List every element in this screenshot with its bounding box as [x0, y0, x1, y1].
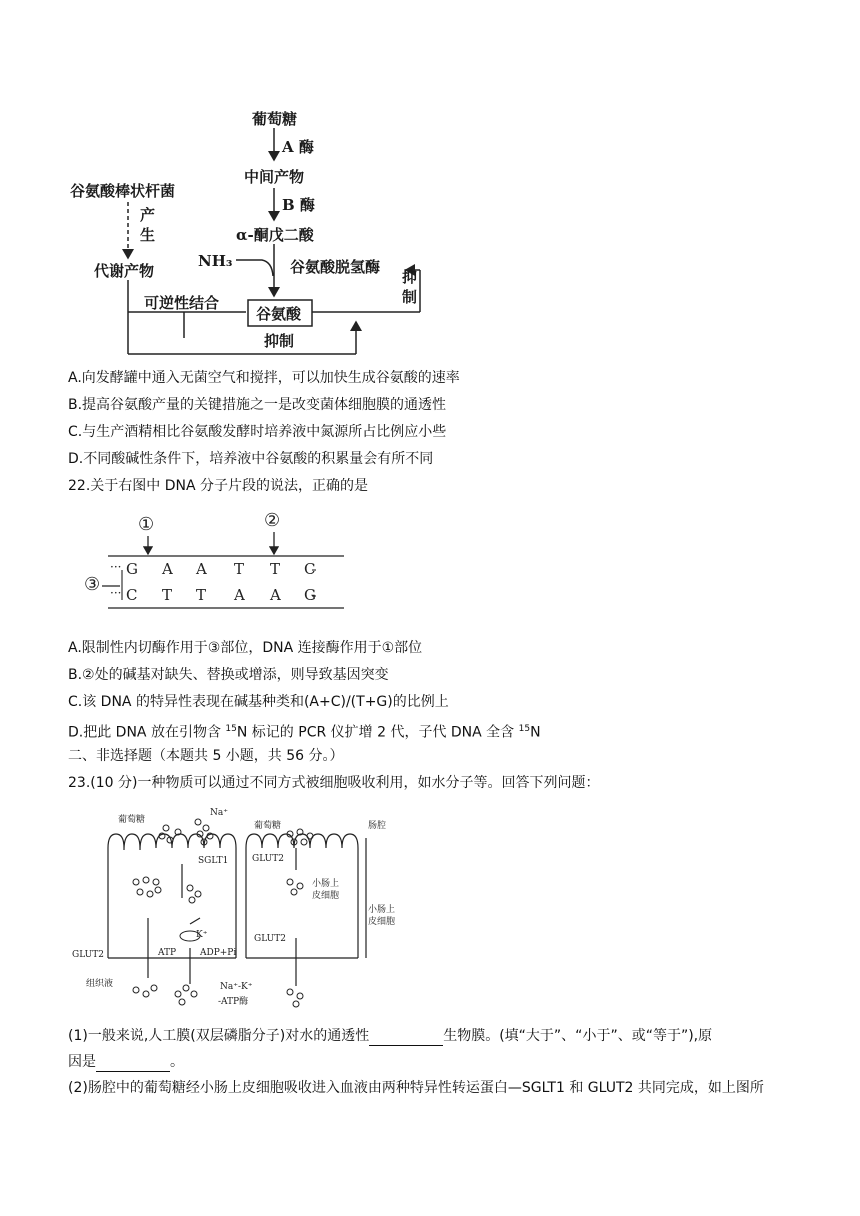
akg-label: α-酮戊二酸 — [236, 226, 314, 244]
enzyme-a-label: A 酶 — [282, 138, 314, 156]
dna-dots-top: ··· — [110, 560, 122, 574]
dna-bottom-base: C — [126, 586, 138, 604]
dna-bottom-base: T — [196, 586, 207, 604]
q22-option-d: D.把此 DNA 放在引物含 $^{15}$N 标记的 PCR 仪扩增 2 代，子代 DNA 全含 $^{15}$N — [68, 724, 541, 741]
dna-mark-2: ② — [264, 510, 281, 531]
dna-top-base: G — [126, 560, 138, 578]
dna-bottom-base: A — [234, 586, 245, 604]
cell-label-b-1: 小肠上 — [368, 905, 396, 915]
glut2-label-right-top: GLUT2 — [252, 854, 284, 864]
inhibit-bottom-label: 抑制 — [264, 332, 295, 350]
dna-top-base: A — [162, 560, 173, 578]
pump-label-1: Na⁺-K⁺ — [220, 982, 253, 992]
q22-option-a: A.限制性内切酶作用于③部位，DNA 连接酶作用于①部位 — [68, 640, 423, 656]
dna-diagram — [82, 510, 352, 620]
glut2-label-right-bottom: GLUT2 — [254, 934, 286, 944]
tissue-fluid-label: 组织液 — [86, 979, 114, 989]
q22-stem: 22.关于右图中 DNA 分子片段的说法，正确的是 — [68, 478, 368, 494]
enzyme-b-label: B 酶 — [282, 196, 315, 214]
dehydrogenase-label: 谷氨酸脱氢酶 — [290, 258, 381, 276]
q23-part-1-reason: 因是 。 — [68, 1054, 184, 1070]
dna-bottom-base: G — [304, 586, 316, 604]
k-label: K⁺ — [196, 930, 208, 940]
dna-bottom-base: A — [270, 586, 281, 604]
produce-label-2: 生 — [140, 226, 156, 244]
sglt1-label: SGLT1 — [198, 856, 229, 866]
dna-top-base: T — [234, 560, 245, 578]
intermediate-label: 中间产物 — [244, 168, 305, 186]
cell-label-b-2: 皮细胞 — [368, 917, 396, 927]
dna-top-base: C — [304, 560, 316, 578]
q21-option-a: A.向发酵罐中通入无菌空气和搅拌，可以加快生成谷氨酸的速率 — [68, 370, 460, 386]
q23-stem: 23.(10 分)一种物质可以通过不同方式被细胞吸收利用，如水分子等。回答下列问题： — [68, 775, 600, 791]
metabolite-label: 代谢产物 — [94, 262, 155, 280]
bacterium-label: 谷氨酸棒状杆菌 — [70, 182, 176, 200]
q22-option-b: B.②处的碱基对缺失、替换或增添，则导致基因突变 — [68, 667, 389, 683]
na-label: Na⁺ — [210, 808, 228, 818]
section-2-heading: 二、非选择题（本题共 5 小题，共 56 分。） — [68, 748, 344, 764]
q21-option-c: C.与生产酒精相比谷氨酸发酵时培养液中氮源所占比例应小些 — [68, 424, 447, 440]
inhibit-right-1: 抑 — [402, 268, 418, 286]
glucose-label: 葡萄糖 — [252, 110, 298, 128]
answer-blank[interactable] — [96, 1057, 170, 1072]
dna-mark-1: ① — [138, 514, 155, 535]
q23-part-1: (1)一般来说,人工膜(双层磷脂分子)对水的通透性 生物膜。(填“大于”、“小于”、或“等于”),原 — [68, 1028, 713, 1044]
lumen-label: 肠腔 — [368, 821, 387, 831]
glucose-left-label: 葡萄糖 — [118, 815, 146, 825]
dna-top-base: A — [196, 560, 207, 578]
q21-option-b: B.提高谷氨酸产量的关键措施之一是改变菌体细胞膜的通透性 — [68, 397, 447, 413]
q21-option-d: D.不同酸碱性条件下，培养液中谷氨酸的积累量会有所不同 — [68, 451, 434, 467]
adp-label: ADP+Pi — [200, 948, 237, 958]
q22-option-c: C.该 DNA 的特异性表现在碱基种类和(A+C)/(T+G)的比例上 — [68, 694, 449, 710]
intestine-cells — [70, 808, 410, 1008]
atp-label: ATP — [158, 948, 177, 958]
nh3-label: NH₃ — [198, 252, 233, 270]
cell-label-a-2: 皮细胞 — [312, 891, 340, 901]
glutamate-label: 谷氨酸 — [256, 305, 302, 323]
cell-label-a-1: 小肠上 — [312, 879, 340, 889]
dna-bottom-base: T — [162, 586, 173, 604]
glut2-label-left: GLUT2 — [72, 950, 104, 960]
dna-top-base: T — [270, 560, 281, 578]
pump-label-2: -ATP酶 — [218, 997, 249, 1007]
produce-label-1: 产 — [140, 206, 156, 224]
glucose-right-label: 葡萄糖 — [254, 821, 282, 831]
q23-part-2: (2)肠腔中的葡萄糖经小肠上皮细胞吸收进入血液由两种特异性转运蛋白—SGLT1 和 GLUT2 共同完成，如上图所 — [68, 1080, 764, 1096]
reversible-binding-label: 可逆性结合 — [144, 294, 220, 312]
dna-dots-bottom: ··· — [110, 586, 122, 600]
answer-blank[interactable] — [369, 1031, 443, 1046]
inhibit-right-2: 制 — [402, 288, 418, 306]
intestine-diagram — [70, 808, 410, 1008]
metabolism-diagram — [60, 100, 460, 360]
dna-mark-3: ③ — [84, 574, 101, 595]
